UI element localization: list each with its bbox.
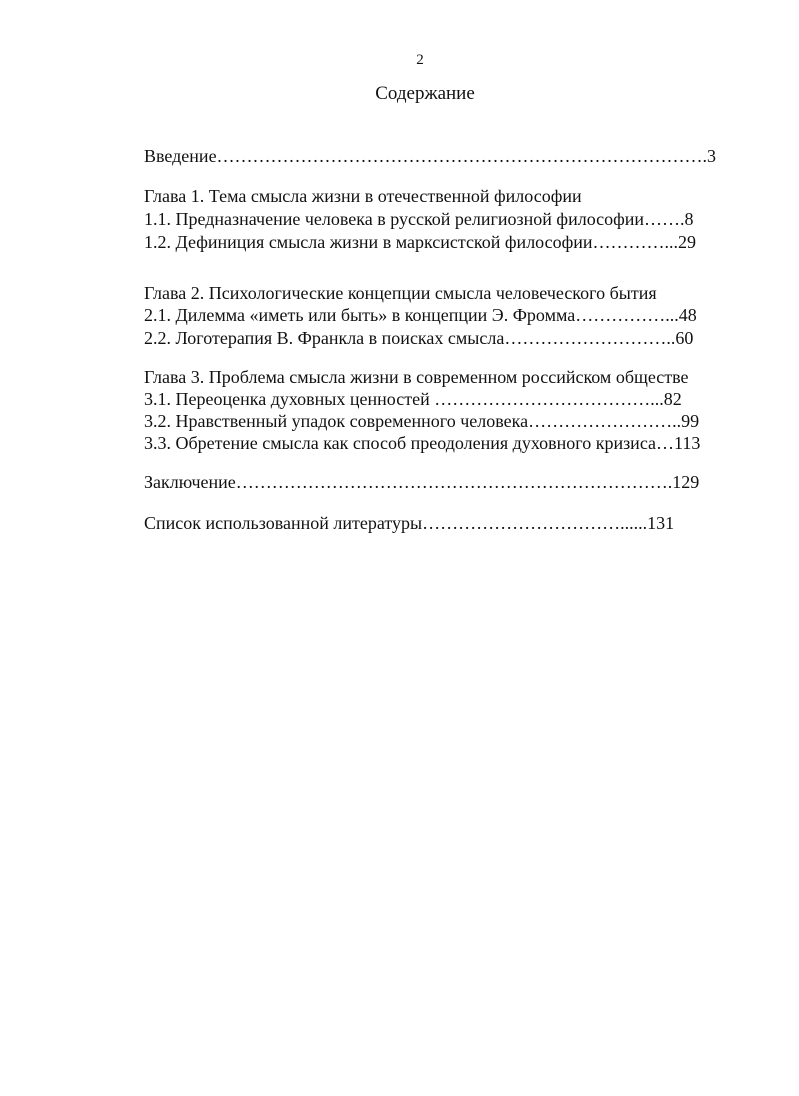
toc-entry-conclusion: Заключение……………………………………………………………….129 <box>144 472 700 492</box>
toc-entry-2-1: 2.1. Дилемма «иметь или быть» в концепции Э. Фромма……………...48 <box>144 305 697 325</box>
page-number: 2 <box>416 52 424 68</box>
toc-entry-2-2: 2.2. Логотерапия В. Франкла в поисках смысла………………………..60 <box>144 328 694 348</box>
toc-entry-3-3: 3.3. Обретение смысла как способ преодоления духовного кризиса…113 <box>144 433 701 453</box>
toc-entry-3-2: 3.2. Нравственный упадок современного человека……………………..99 <box>144 411 700 431</box>
toc-chapter-1-heading: Глава 1. Тема смысла жизни в отечественной философии <box>144 186 582 206</box>
toc-chapter-3-heading: Глава 3. Проблема смысла жизни в современном российском обществе <box>144 367 689 387</box>
toc-entry-1-2: 1.2. Дефиниция смысла жизни в марксистской философии…………...29 <box>144 232 697 252</box>
page-title: Содержание <box>375 83 475 104</box>
toc-entry-3-1: 3.1. Переоценка духовных ценностей ………………………………...82 <box>144 389 682 409</box>
toc-entry-1-1: 1.1. Предназначение человека в русской религиозной философии…….8 <box>144 209 694 229</box>
toc-chapter-2-heading: Глава 2. Психологические концепции смысла человеческого бытия <box>144 283 657 303</box>
toc-entry-bibliography: Список использованной литературы……………………………......131 <box>144 513 675 533</box>
toc-entry-introduction: Введение……………………………………………………………………….3 <box>144 146 717 166</box>
